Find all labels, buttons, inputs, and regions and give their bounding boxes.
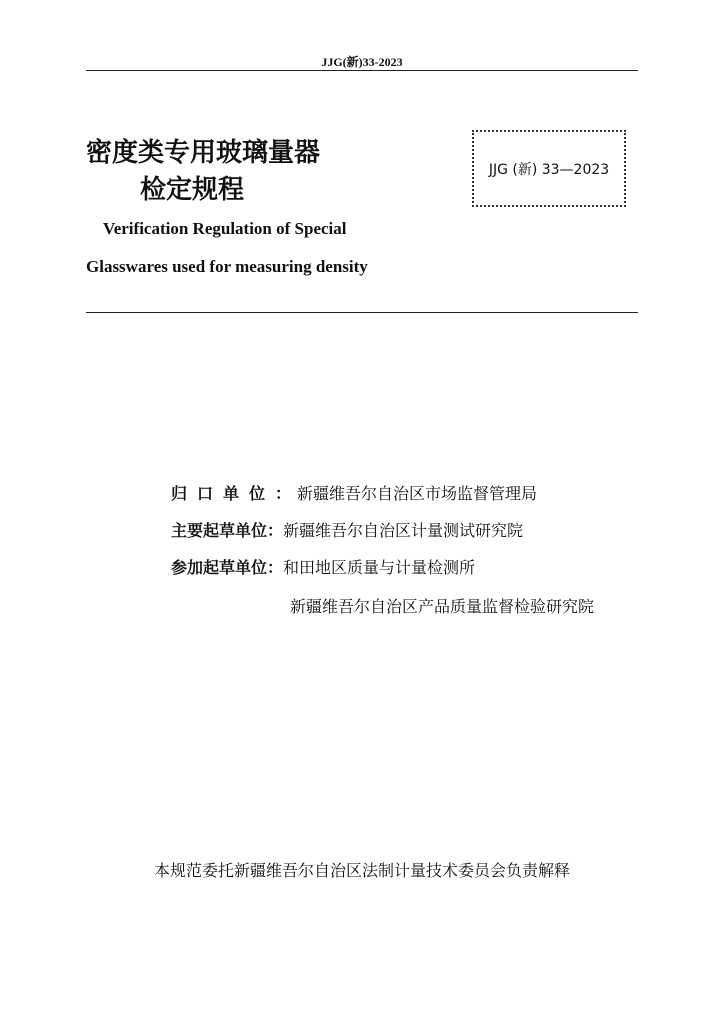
title-divider: [86, 312, 638, 313]
title-chinese-line-1: 密度类专用玻璃量器: [86, 138, 321, 168]
main-drafter-row: [171, 518, 523, 541]
standard-code-box: [472, 130, 626, 207]
standard-code-text: JJG (新) 33—2023: [488, 161, 610, 178]
participating-drafter-label: 参加起草单位：: [171, 558, 284, 577]
participating-drafter-value-1: 和田地区质量与计量检测所: [283, 558, 476, 577]
interpretation-note: 本规范委托新疆维吾尔自治区法制计量技术委员会负责解释: [153, 861, 570, 880]
title-english-line-1: Verification Regulation of Special: [103, 219, 347, 238]
responsible-unit-row: [171, 481, 537, 504]
participating-drafter-row-2: [290, 594, 594, 617]
title-chinese-line-2: 检定规程: [140, 175, 245, 205]
participating-drafter-value-2: 新疆维吾尔自治区产品质量监督检验研究院: [290, 597, 595, 616]
title-english-line-2: Glasswares used for measuring density: [86, 257, 368, 276]
participating-drafter-row: [171, 555, 475, 578]
responsible-unit-value: 新疆维吾尔自治区市场监督管理局: [297, 484, 538, 503]
main-drafter-value: 新疆维吾尔自治区计量测试研究院: [283, 521, 524, 540]
header-divider: [86, 70, 638, 71]
header-standard-code: JJG(新)33-2023: [321, 55, 403, 69]
responsible-unit-label: 归口单位：: [171, 484, 302, 503]
main-drafter-label: 主要起草单位：: [171, 521, 284, 540]
